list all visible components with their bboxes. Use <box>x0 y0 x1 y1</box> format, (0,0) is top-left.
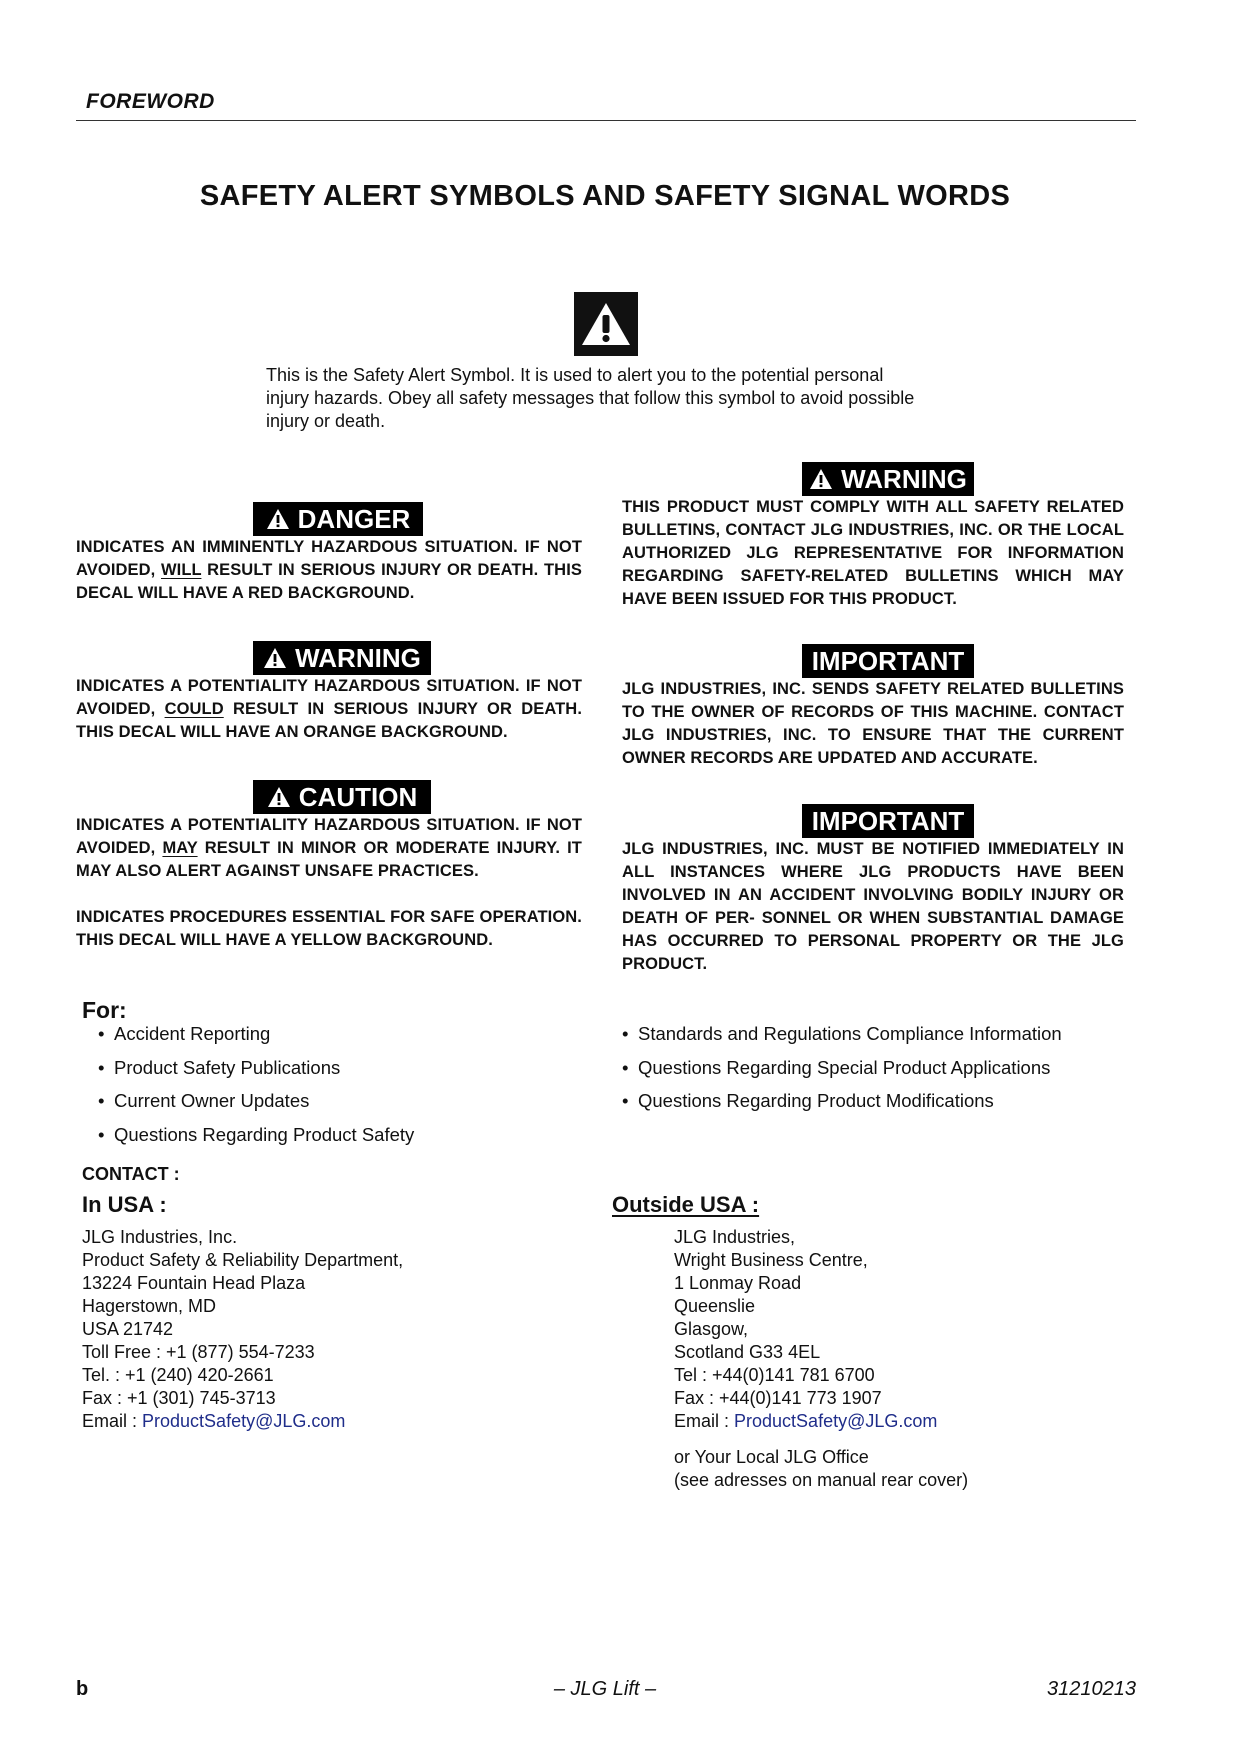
caution-text-after: RESULT IN MINOR OR MODERATE INJURY. IT MAY ALSO ALERT AGAINST UNSAFE PRACTICES. <box>76 839 582 880</box>
usa-email-link[interactable]: ProductSafety@JLG.com <box>142 1411 346 1431</box>
email-line <box>82 1410 403 1433</box>
address-line: Fax : +44(0)141 773 1907 <box>674 1388 882 1408</box>
outside-usa-address <box>674 1226 968 1492</box>
warning-emphasis: COULD <box>164 700 224 718</box>
address-line: Fax : +1 (301) 745-3713 <box>82 1388 276 1408</box>
address-line: Queenslie <box>674 1296 756 1316</box>
right-warning-label-text: WARNING <box>841 463 967 494</box>
for-list-right <box>622 1022 1062 1123</box>
page-title: SAFETY ALERT SYMBOLS AND SAFETY SIGNAL WORDS <box>199 180 1011 212</box>
in-usa-heading: In USA : <box>82 1192 167 1217</box>
warning-text-before: INDICATES A POTENTIALITY HAZARDOUS SITUATION. IF NOT AVOIDED, <box>76 677 582 718</box>
danger-text-before: INDICATES AN IMMINENTLY HAZARDOUS SITUATION. IF NOT AVOIDED, <box>76 538 582 579</box>
right-warning-description: THIS PRODUCT MUST COMPLY WITH ALL SAFETY RELATED BULLETINS, CONTACT JLG INDUSTRIES, INC. OR THE LOCAL AUTHORIZED JLG REPRESENTATIVE FOR INFORMATION REGARDING SAFETY-RELATED BULLETINS WHICH MAY HAVE BEEN ISSUED FOR THIS PRODUCT. <box>622 498 1124 608</box>
address-line: (see adresses on manual rear cover) <box>674 1470 969 1490</box>
right-warning-signal-label <box>802 462 974 496</box>
caution-text-before: INDICATES A POTENTIALITY HAZARDOUS SITUATION. IF NOT AVOIDED, <box>76 816 582 857</box>
outside-email-link[interactable]: ProductSafety@JLG.com <box>734 1411 938 1431</box>
important-signal-label-2 <box>802 804 974 838</box>
address-line: Glasgow, <box>674 1319 749 1339</box>
intro-line: injury or death. <box>266 411 386 431</box>
usa-address <box>82 1226 403 1433</box>
intro-line: This is the Safety Alert Symbol. It is used to alert you to the potential personal <box>266 365 884 385</box>
danger-label-text: DANGER <box>297 503 411 534</box>
list-item: • Current Owner Updates <box>98 1089 414 1123</box>
caution-emphasis: MAY <box>162 839 198 857</box>
address-line: JLG Industries, <box>674 1227 796 1247</box>
header-rule <box>76 120 1136 121</box>
list-item: • Accident Reporting <box>98 1022 414 1056</box>
list-item: • Questions Regarding Special Product Applications <box>622 1056 1062 1090</box>
intro-text <box>266 364 986 433</box>
address-line: 13224 Fountain Head Plaza <box>82 1273 306 1293</box>
warning-text-after: RESULT IN SERIOUS INJURY OR DEATH. THIS DECAL WILL HAVE AN ORANGE BACKGROUND. <box>76 700 582 741</box>
email-label: Email : <box>82 1411 143 1431</box>
address-line: JLG Industries, Inc. <box>82 1227 238 1247</box>
danger-signal-label <box>253 502 423 536</box>
for-list-left <box>98 1022 414 1156</box>
warning-label-text: WARNING <box>295 642 421 673</box>
page-number: b <box>76 1678 89 1700</box>
list-item: • Questions Regarding Product Modifications <box>622 1089 1062 1123</box>
email-line <box>674 1410 968 1433</box>
caution-signal-label <box>253 780 431 814</box>
danger-emphasis: WILL <box>161 561 202 579</box>
warning-triangle-icon <box>809 468 833 490</box>
warning-triangle-icon <box>263 647 287 669</box>
list-item: • Product Safety Publications <box>98 1056 414 1090</box>
address-line: Hagerstown, MD <box>82 1296 217 1316</box>
important-label-text-1: IMPORTANT <box>811 645 965 676</box>
list-item: • Standards and Regulations Compliance Information <box>622 1022 1062 1056</box>
safety-alert-icon <box>574 292 638 356</box>
caution-description <box>76 814 582 883</box>
danger-description <box>76 536 582 605</box>
address-line: Tel : +44(0)141 781 6700 <box>674 1365 875 1385</box>
important-signal-label-1 <box>802 644 974 678</box>
contact-label: CONTACT : <box>82 1164 180 1184</box>
warning-description <box>76 675 582 744</box>
intro-line: injury hazards. Obey all safety messages that follow this symbol to avoid possible <box>266 388 915 408</box>
for-heading: For: <box>82 997 127 1023</box>
warning-triangle-icon <box>267 786 291 808</box>
caution-label-text: CAUTION <box>298 781 418 812</box>
warning-triangle-icon <box>266 508 290 530</box>
important-description-2: JLG INDUSTRIES, INC. MUST BE NOTIFIED IMMEDIATELY IN ALL INSTANCES WHERE JLG PRODUCTS HAVE BEEN INVOLVED IN AN ACCIDENT INVOLVING BODILY INJURY OR DEATH OF PER- SONNEL OR WHEN SUBSTANTIAL DAMAGE HAS OCCURRED TO PERSONAL PROPERTY OR THE JLG PRODUCT. <box>622 840 1124 973</box>
address-line: USA 21742 <box>82 1319 174 1339</box>
warning-signal-label <box>253 641 431 675</box>
address-line: or Your Local JLG Office <box>674 1447 869 1467</box>
address-line: Scotland G33 4EL <box>674 1342 821 1362</box>
important-description-1: JLG INDUSTRIES, INC. SENDS SAFETY RELATED BULLETINS TO THE OWNER OF RECORDS OF THIS MACHINE. CONTACT JLG INDUSTRIES, INC. TO ENSURE THAT THE CURRENT OWNER RECORDS ARE UPDATED AND ACCURATE. <box>622 680 1124 767</box>
document-number: 31210213 <box>1047 1678 1136 1700</box>
address-line: Product Safety & Reliability Department, <box>82 1250 404 1270</box>
danger-text-after: RESULT IN SERIOUS INJURY OR DEATH. THIS DECAL WILL HAVE A RED BACKGROUND. <box>76 561 582 602</box>
address-line: Tel. : +1 (240) 420-2661 <box>82 1365 274 1385</box>
outside-usa-heading: Outside USA : <box>612 1192 760 1217</box>
list-item: • Questions Regarding Product Safety <box>98 1123 414 1157</box>
address-line: Wright Business Centre, <box>674 1250 868 1270</box>
footer-title: – JLG Lift – <box>553 1678 657 1700</box>
address-line: 1 Lonmay Road <box>674 1273 802 1293</box>
email-label: Email : <box>674 1411 735 1431</box>
section-header: FOREWORD <box>86 90 215 113</box>
important-label-text-2: IMPORTANT <box>811 805 965 836</box>
caution-description-2: INDICATES PROCEDURES ESSENTIAL FOR SAFE OPERATION. THIS DECAL WILL HAVE A YELLOW BACKGROUND. <box>76 908 582 949</box>
address-line: Toll Free : +1 (877) 554-7233 <box>82 1342 315 1362</box>
